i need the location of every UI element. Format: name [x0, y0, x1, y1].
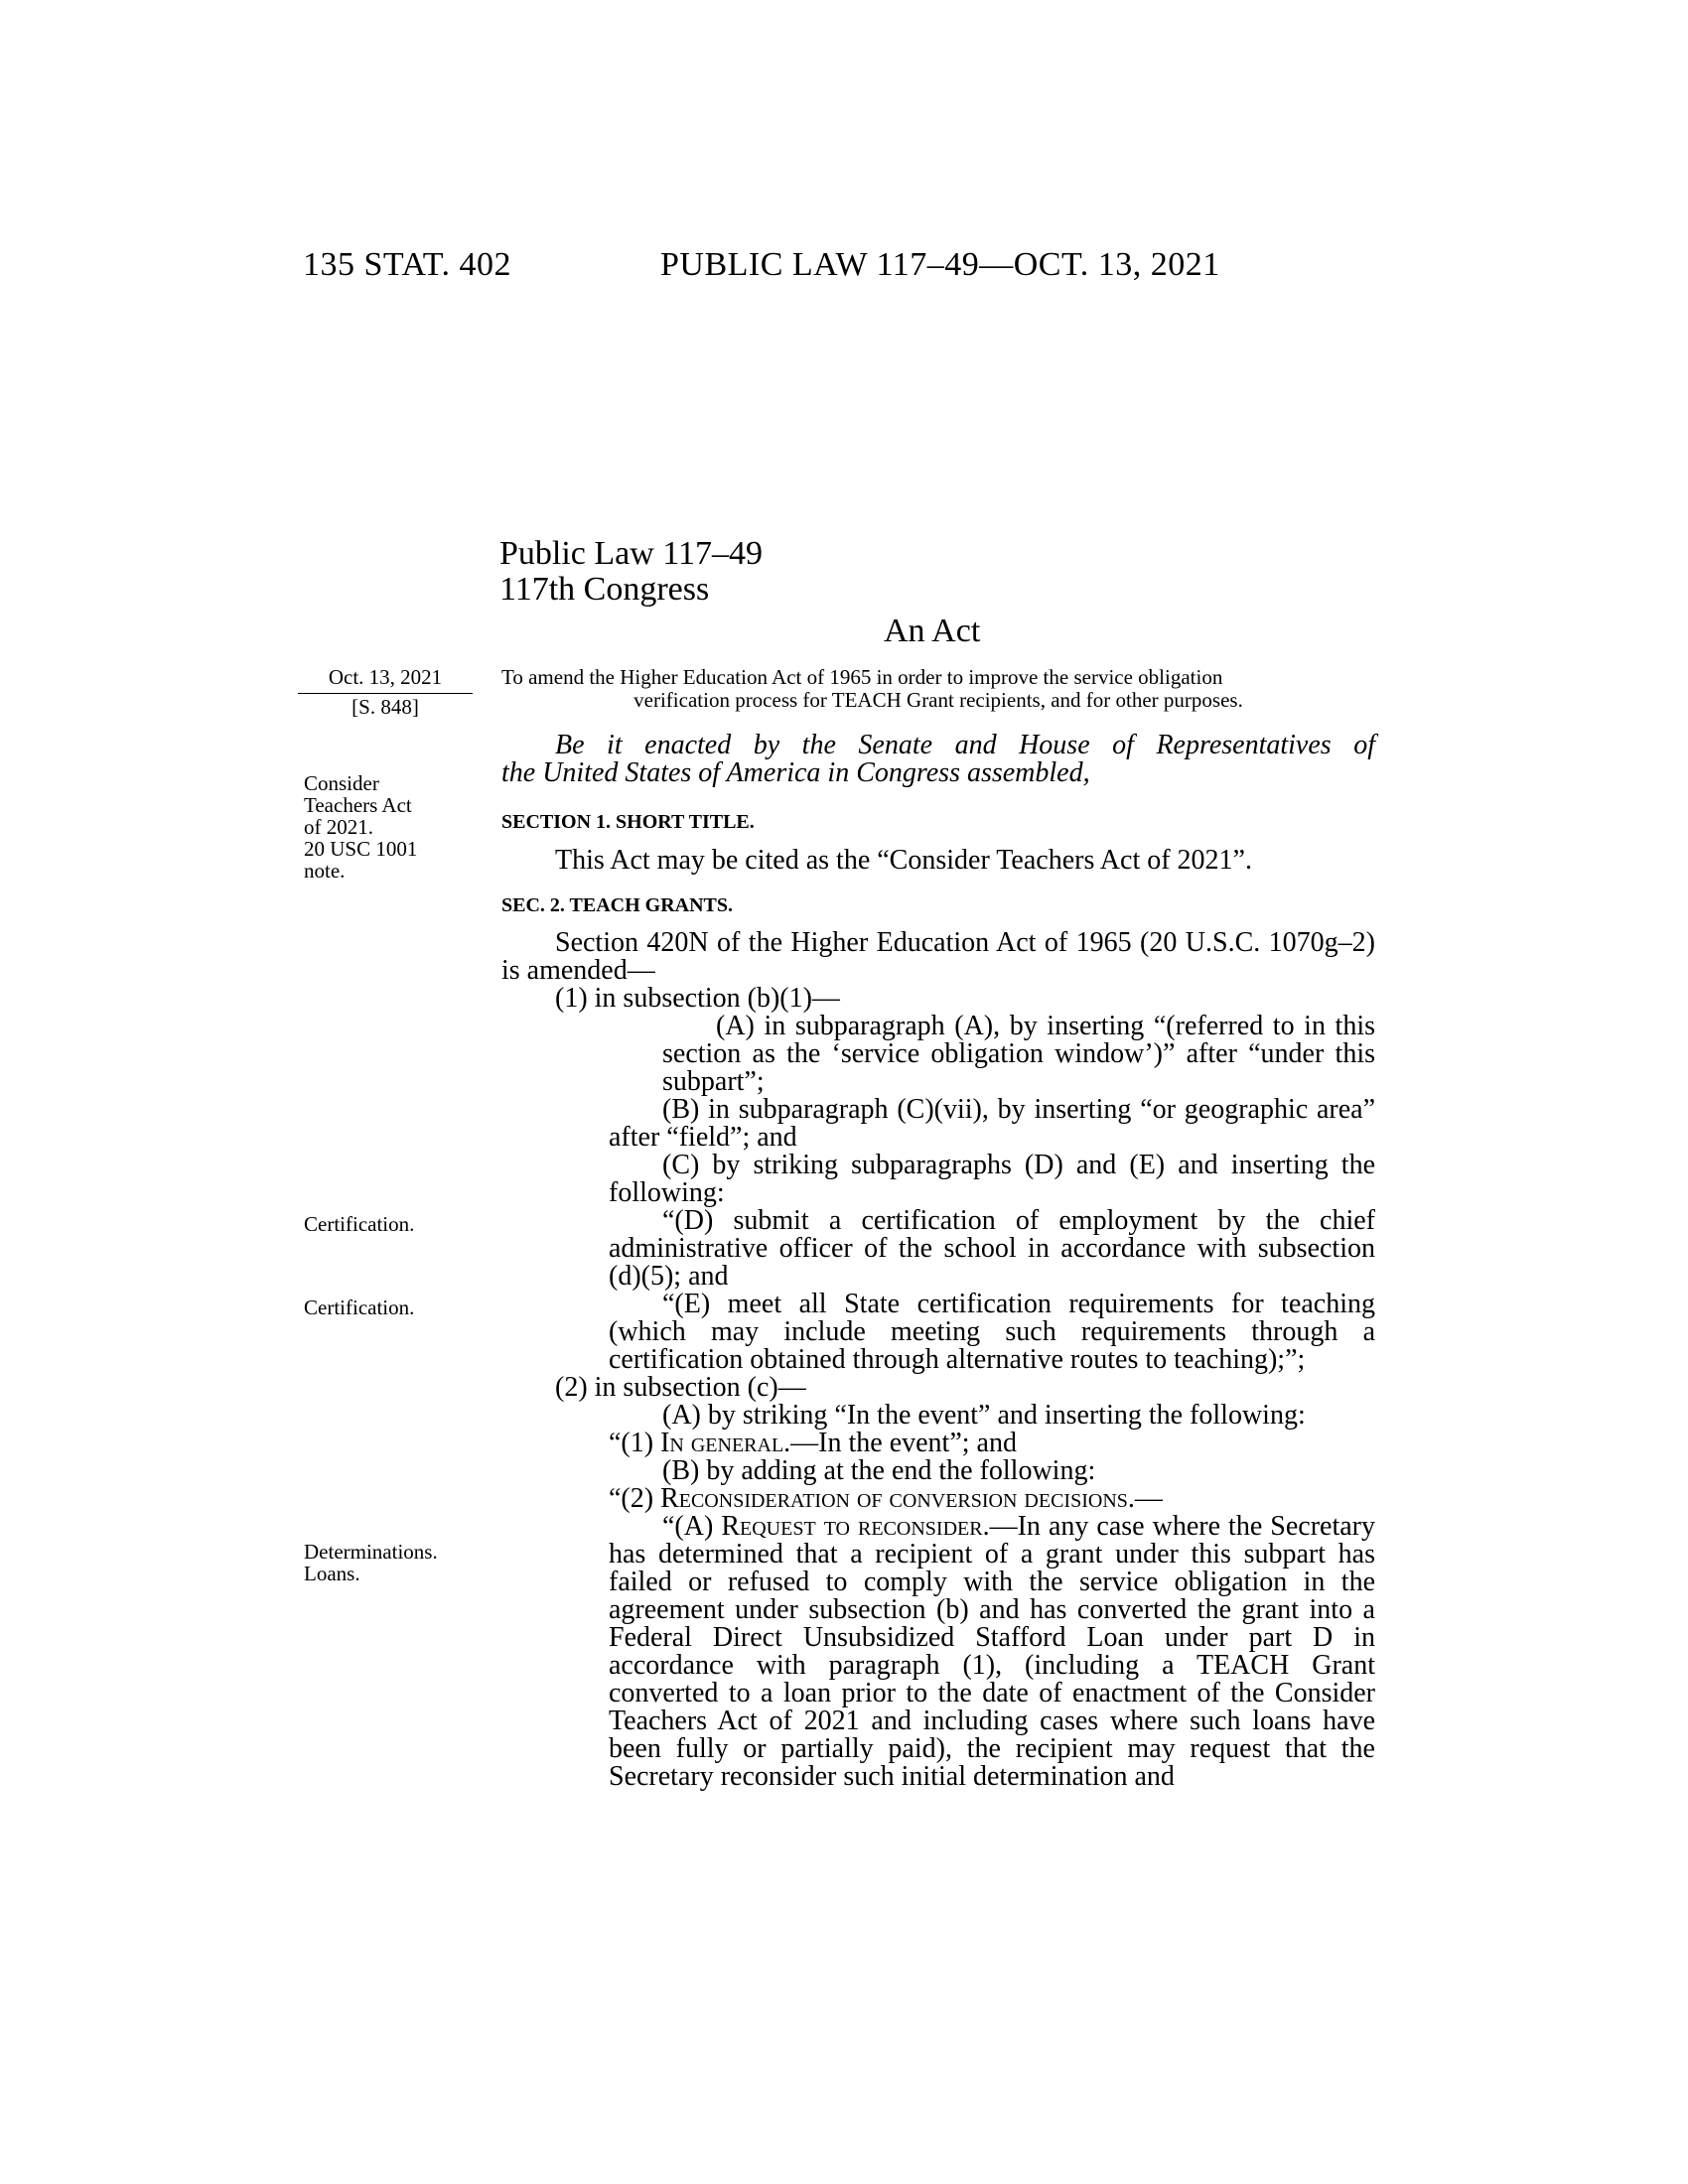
- margin-note-line: Teachers Act: [304, 793, 412, 817]
- quoted-D-text: “(D) submit a certification of employment by the chief administrative officer of the school in accordance with subsection (d)(5); and: [609, 1205, 1375, 1292]
- subparagraph-2A: [501, 1402, 1375, 1430]
- quoted-subparagraph-D: [501, 1207, 1375, 1291]
- quoted-2-prefix: “(2): [609, 1483, 661, 1514]
- paragraph-1: (1) in subsection (b)(1)—: [555, 983, 840, 1014]
- section-1: [501, 811, 1375, 875]
- quoted-E-text: “(E) meet all State certification requirements for teaching (which may include meeting such requirements through a certification obtained through alternative routes to teaching);”;: [609, 1289, 1375, 1375]
- act-purpose: [501, 666, 1375, 712]
- subparagraph-1C: [501, 1152, 1375, 1207]
- margin-note-line: Consider: [304, 771, 379, 795]
- enacting-clause: [501, 732, 1375, 787]
- purpose-line-1: To amend the Higher Education Act of 1965 in order to improve the service obligation: [501, 665, 1223, 689]
- quoted-A-prefix: “(A): [662, 1511, 722, 1542]
- margin-loans-label: Loans.: [304, 1562, 360, 1585]
- section-2: [501, 894, 1375, 1791]
- margin-note-line: note.: [304, 859, 346, 883]
- congress-number: 117th Congress: [499, 571, 710, 608]
- margin-note-line: of 2021.: [304, 815, 373, 839]
- section-2-heading: SEC. 2. TEACH GRANTS.: [501, 894, 734, 916]
- margin-short-title-note: [304, 772, 478, 882]
- enacting-line-1: Be it enacted by the Senate and House of Representatives of: [555, 730, 1375, 760]
- subparagraph-1C-text: (C) by striking subparagraphs (D) and (E) and inserting the following:: [609, 1150, 1375, 1208]
- margin-certification-2: Certification.: [304, 1296, 415, 1319]
- section-2-intro: Section 420N of the Higher Education Act of 1965 (20 U.S.C. 1070g–2) is amended—: [501, 927, 1375, 986]
- quoted-1-suffix: .—In the event”; and: [783, 1428, 1017, 1458]
- quoted-A-heading: Request to reconsider: [721, 1511, 983, 1542]
- law-number: Public Law 117–49: [499, 535, 764, 572]
- quoted-1-heading: In general: [660, 1428, 784, 1458]
- an-act-heading: An Act: [884, 613, 981, 649]
- margin-date-block: [298, 665, 473, 720]
- quoted-2-suffix: .—: [1127, 1483, 1163, 1514]
- subparagraph-2B-text: (B) by adding at the end the following:: [662, 1455, 1096, 1486]
- enacting-line-2: the United States of America in Congress assembled,: [501, 757, 1090, 788]
- quoted-paragraph-2: [501, 1485, 1375, 1513]
- quoted-subparagraph-A: [501, 1513, 1375, 1791]
- margin-certification-1: Certification.: [304, 1212, 415, 1236]
- margin-date: Oct. 13, 2021: [328, 665, 443, 689]
- margin-bill-number: [S. 848]: [352, 695, 419, 719]
- quoted-2-heading: Reconsideration of conversion decisions: [660, 1483, 1128, 1514]
- section-1-heading: SECTION 1. SHORT TITLE.: [501, 811, 755, 833]
- running-header: PUBLIC LAW 117–49—OCT. 13, 2021: [660, 246, 1220, 283]
- margin-determinations-label: Determinations.: [304, 1540, 438, 1564]
- quoted-A-text: .—In any case where the Secretary has determined that a recipient of a grant under this subpart has failed or refused to comply with the service obligation in the agreement under subsection (b) and has converted the grant into a Federal Direct Unsubsidized Stafford Loan under part D in accordance with paragraph (1), (including a TEACH Grant converted to a loan prior to the date of enactment of the Consider Teachers Act of 2021 and including cases where such loans have been fully or partially paid), the recipient may request that the Secretary reconsider such initial determination and: [609, 1511, 1375, 1792]
- subparagraph-1B-text: (B) in subparagraph (C)(vii), by inserting “or geographic area” after “field”; and: [609, 1094, 1375, 1153]
- paragraph-2: (2) in subsection (c)—: [555, 1372, 806, 1403]
- subparagraph-1A: [501, 1013, 1375, 1096]
- quoted-paragraph-1: [501, 1430, 1375, 1457]
- purpose-line-2: verification process for TEACH Grant recipients, and for other purposes.: [633, 688, 1243, 712]
- quoted-subparagraph-E: [501, 1291, 1375, 1374]
- subparagraph-2A-text: (A) by striking “In the event” and inserting the following:: [662, 1400, 1306, 1431]
- subparagraph-1B: [501, 1096, 1375, 1152]
- margin-note-line: 20 USC 1001: [304, 837, 418, 861]
- subparagraph-2B: [501, 1457, 1375, 1485]
- section-1-text: This Act may be cited as the “Consider Teachers Act of 2021”.: [555, 845, 1252, 876]
- margin-determinations: [304, 1541, 478, 1584]
- subparagraph-1A-text: (A) in subparagraph (A), by inserting “(referred to in this section as the ‘service obligation window’)” after “under this subpart”;: [662, 1011, 1375, 1097]
- quoted-1-prefix: “(1): [609, 1428, 661, 1458]
- stat-page-number: 135 STAT. 402: [303, 246, 511, 283]
